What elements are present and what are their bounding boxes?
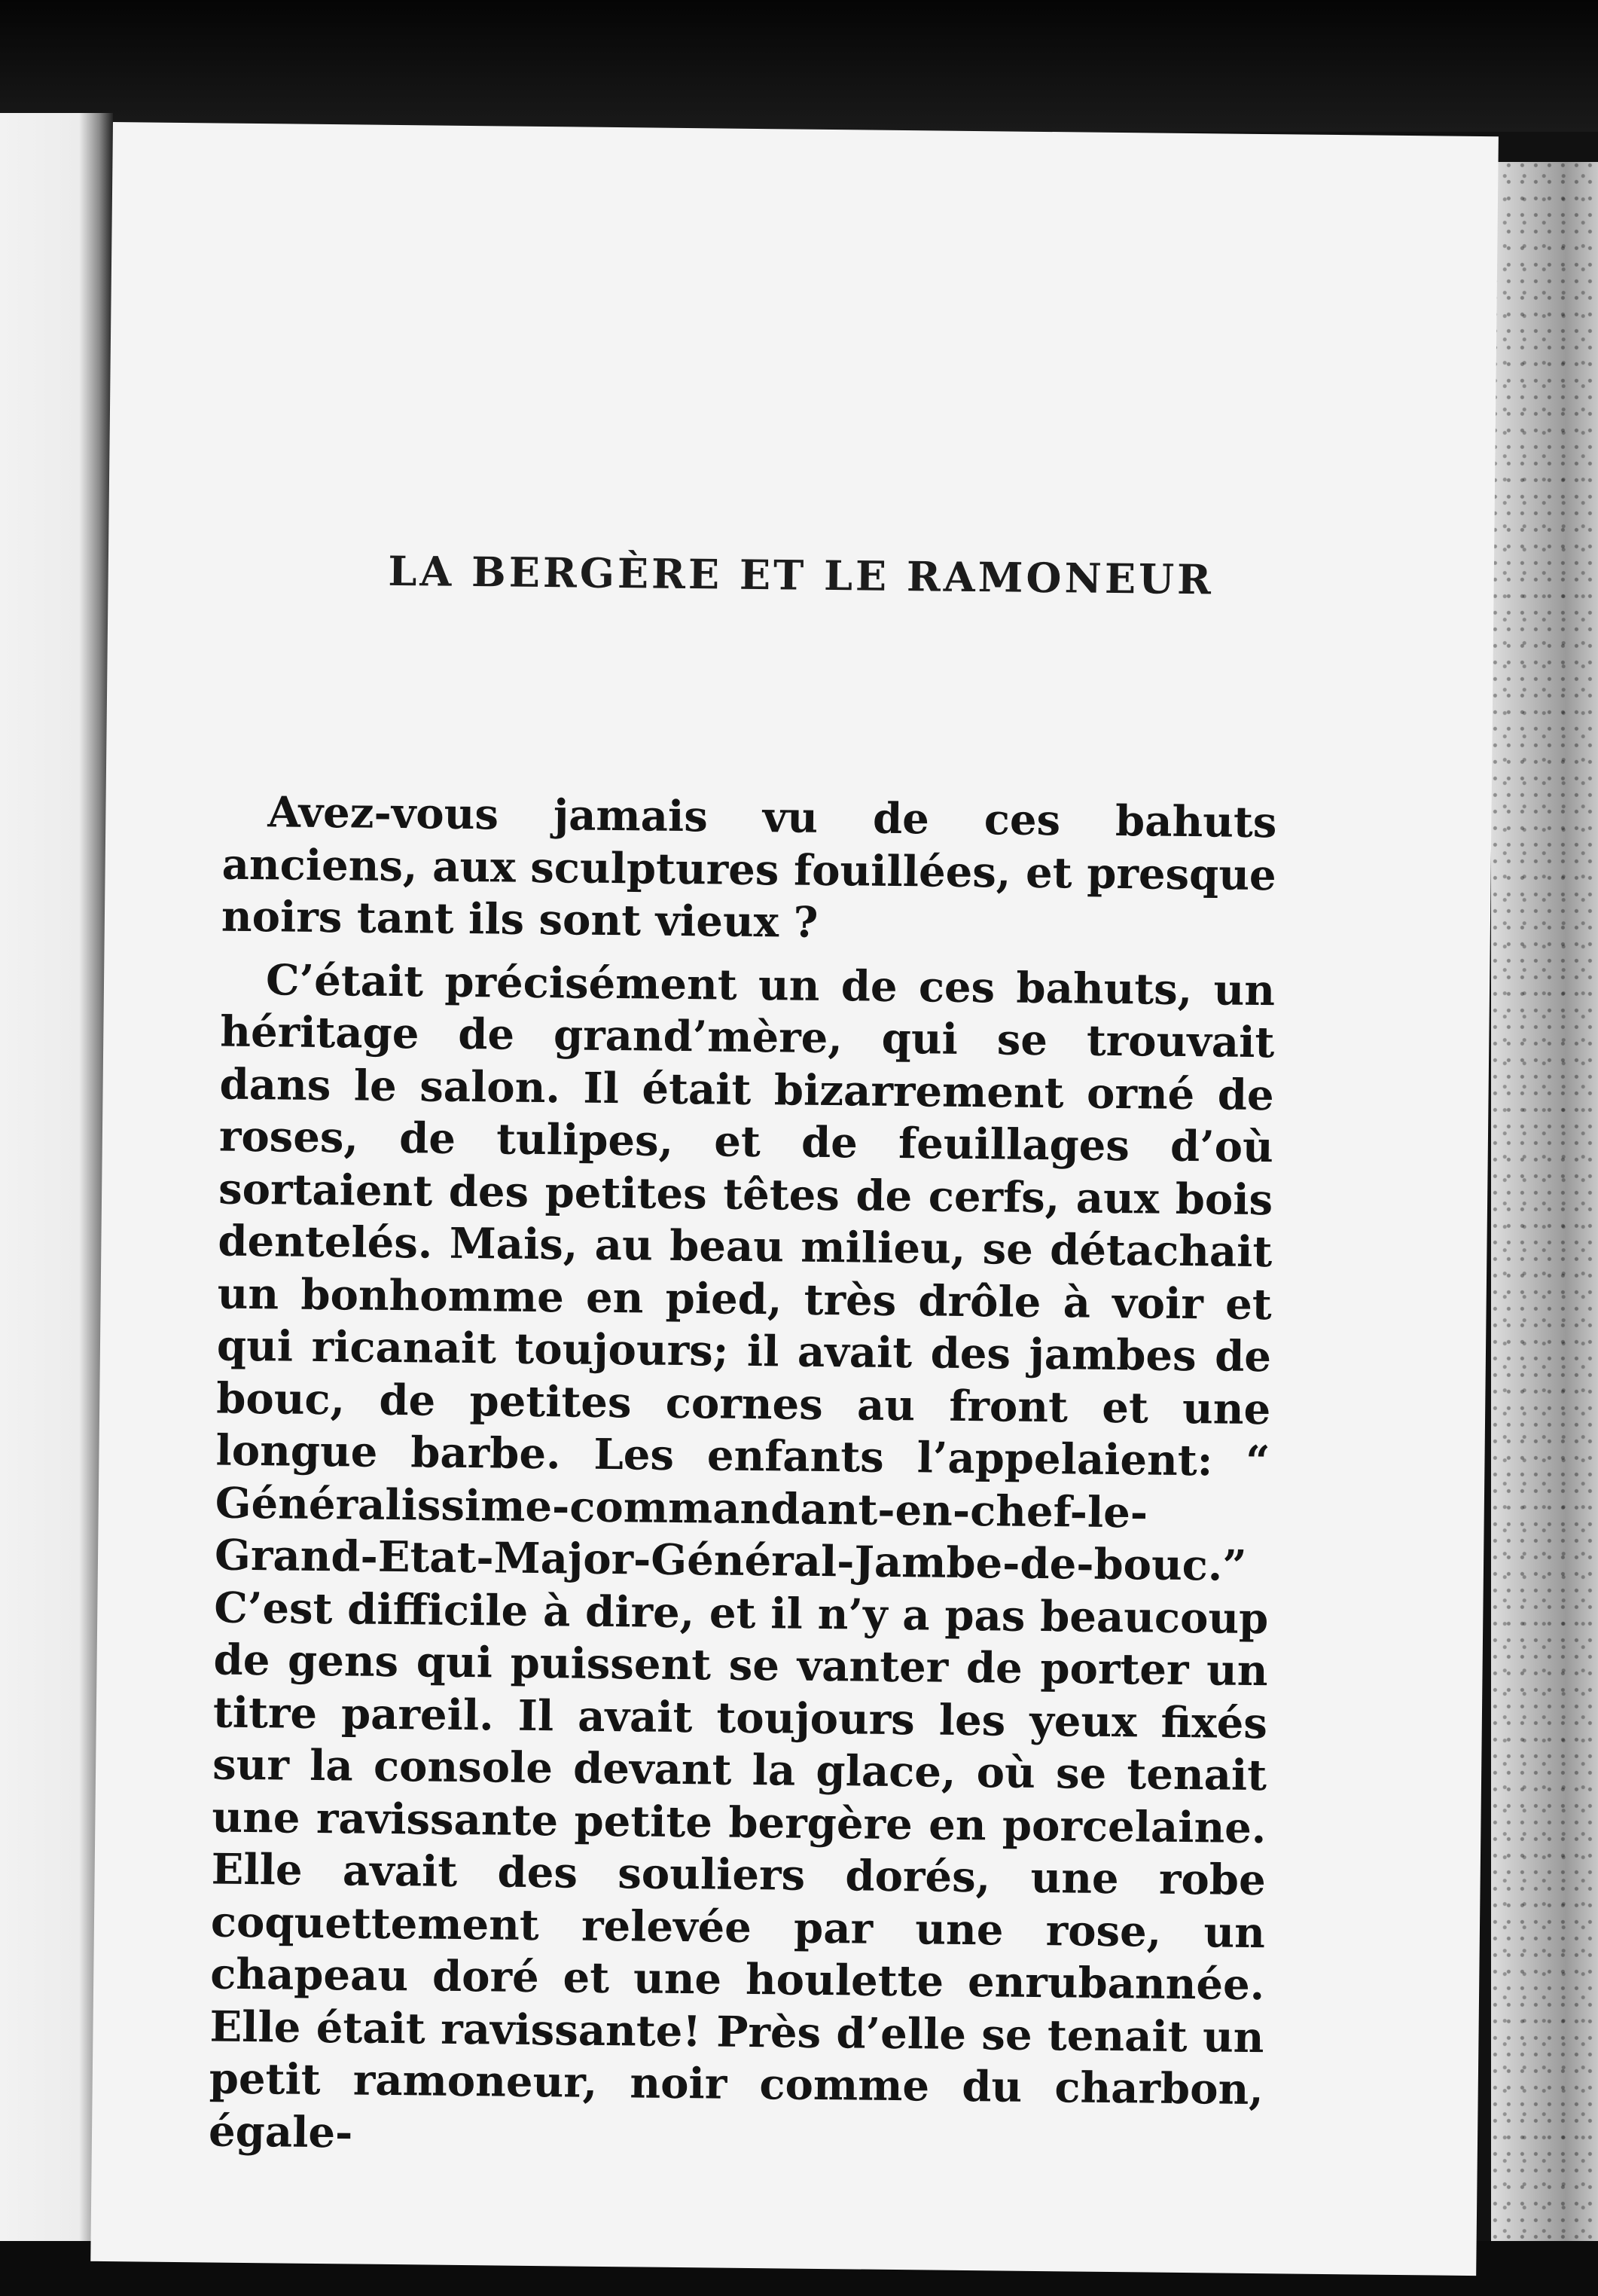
body-text	[209, 786, 1277, 2169]
scan-background-top	[0, 0, 1598, 132]
right-page-stack-edge	[1491, 162, 1598, 2296]
chapter-title: LA BERGÈRE ET LE RAMONEUR	[388, 546, 1215, 604]
paragraph-1: Avez-vous jamais vu de ces bahuts anciens, aux sculptures fouillées, et presque noirs tant ils sont vieux ?	[221, 787, 1277, 948]
book-page	[90, 122, 1499, 2276]
paragraph-2: C’était précisément un de ces bahuts, un héritage de grand’mère, qui se trouvait dans le salon. Il était bizarrement orné de roses, de tulipes, et de feuillages d’où sortaient des petites têtes de cerfs, aux bois dentelés. Mais, au beau milieu, se détachait un bonhomme en pied, très drôle à voir et qui ricanait toujours; il avait des jambes de bouc, de petites cornes au front et une longue barbe. Les enfants l’appelaient: “ Généralissime-commandant-en-chef-le-Grand-Etat-Major-Général-Jambe-de-bouc.” C’est difficile à dire, et il n’y a pas beaucoup de gens qui puissent se vanter de porter un titre pareil. Il avait toujours les yeux fixés sur la console devant la glace, où se tenait une ravissante petite bergère en porcelaine. Elle avait des souliers dorés, une robe coquettement relevée par une rose, un chapeau doré et une houlette enrubannée. Elle était ravissante! Près d’elle se tenait un petit ramoneur, noir comme du charbon, égale-	[208, 954, 1276, 2157]
